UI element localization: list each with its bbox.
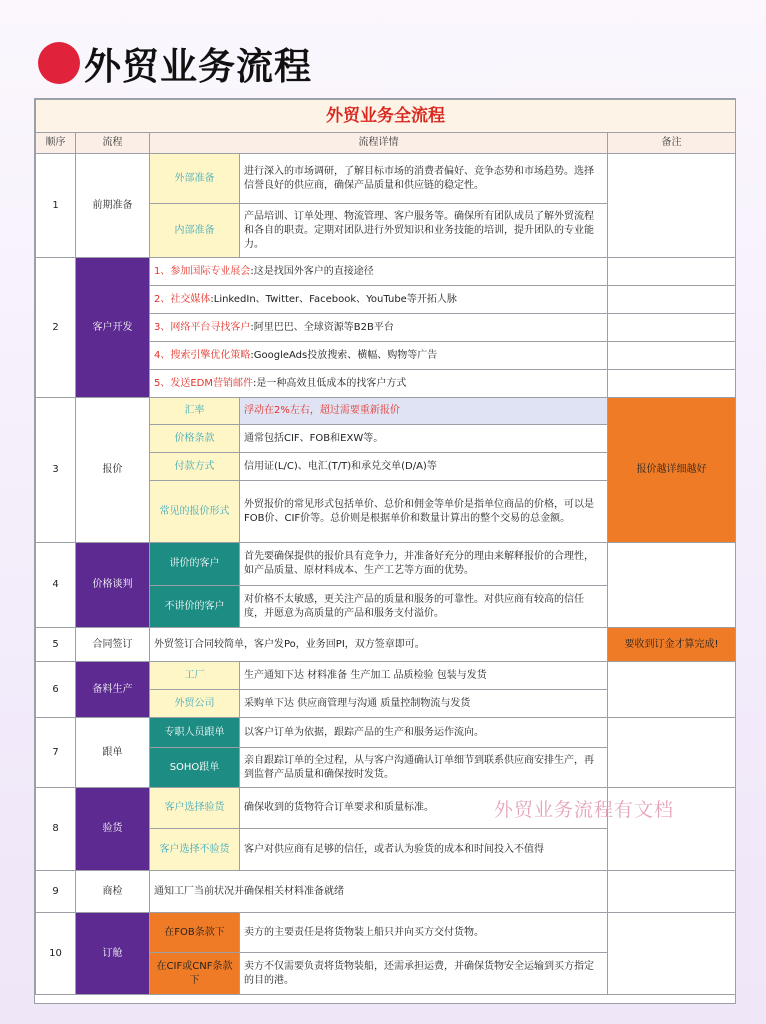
- note-cell: [608, 314, 736, 342]
- sub-step-label: 外部准备: [150, 154, 240, 204]
- table-row: [36, 398, 736, 425]
- table-row: [36, 543, 736, 586]
- note-cell: [608, 370, 736, 398]
- page-title: 外贸业务流程: [84, 45, 312, 88]
- channel-item: [150, 370, 608, 398]
- step-detail: 确保收到的货物符合订单要求和质量标准。: [240, 788, 608, 829]
- channel-label: 5、发送EDM营销邮件: [154, 377, 254, 389]
- step-detail: 通常包括CIF、FOB和EXW等。: [240, 425, 608, 453]
- step-detail: 产品培训、订单处理、物流管理、客户服务等。确保所有团队成员了解外贸流程和各自的职责。定期对团队进行外贸知识和业务技能的培训，提升团队的专业能力。: [240, 204, 608, 258]
- flow-stage: 合同签订: [76, 628, 150, 662]
- step-detail: 外贸签订合同较简单，客户发Po，业务回PI，双方签章即可。: [150, 628, 608, 662]
- header-seq: 顺序: [36, 133, 76, 154]
- step-detail: 通知工厂当前状况并确保相关材料准备就绪: [150, 871, 608, 913]
- sub-step-label: 在FOB条款下: [150, 913, 240, 953]
- sub-step-label: 汇率: [150, 398, 240, 425]
- note-cell: 要收到订金才算完成!: [608, 628, 736, 662]
- note-cell: [608, 718, 736, 788]
- channel-label: 3、网络平台寻找客户: [154, 321, 251, 333]
- channel-text: :LinkedIn、Twitter、Facebook、YouTube等开拓人脉: [210, 293, 457, 305]
- note-cell: [608, 871, 736, 913]
- row-number: 10: [36, 913, 76, 995]
- header-flow: 流程: [76, 133, 150, 154]
- header-detail: 流程详情: [150, 133, 608, 154]
- note-cell: [608, 342, 736, 370]
- step-detail: 生产通知下达 材料准备 生产加工 品质检验 包装与发货: [240, 662, 608, 690]
- sub-step-label: 在CIF或CNF条款下: [150, 953, 240, 995]
- row-number: 1: [36, 154, 76, 258]
- step-detail: 进行深入的市场调研，了解目标市场的消费者偏好、竞争态势和市场趋势。选择信誉良好的供应商，确保产品质量和供应链的稳定性。: [240, 154, 608, 204]
- note-cell: 报价越详细越好: [608, 398, 736, 543]
- table-row: [36, 154, 736, 204]
- table-title: 外贸业务全流程: [36, 100, 736, 133]
- sub-step-label: 讲价的客户: [150, 543, 240, 586]
- header-note: 备注: [608, 133, 736, 154]
- sub-step-label: 价格条款: [150, 425, 240, 453]
- row-number: 3: [36, 398, 76, 543]
- step-detail: 信用证(L/C)、电汇(T/T)和承兑交单(D/A)等: [240, 453, 608, 481]
- channel-item: [150, 342, 608, 370]
- sub-step-label: 客户选择不验货: [150, 829, 240, 871]
- flow-stage: 价格谈判: [76, 543, 150, 628]
- channel-text: :这是找国外客户的直接途径: [250, 265, 374, 277]
- channel-item: [150, 258, 608, 286]
- channel-text: :GoogleAds投放搜索、横幅、购物等广告: [250, 349, 438, 361]
- step-detail: 外贸报价的常见形式包括单价、总价和佣金等单价是指单位商品的价格，可以是FOB价、CIF价等。总价则是根据单价和数量计算出的整个交易的总金额。: [240, 481, 608, 543]
- step-detail: 卖方的主要责任是将货物装上船只并向买方交付货物。: [240, 913, 608, 953]
- sub-step-label: 不讲价的客户: [150, 586, 240, 628]
- flow-stage: 跟单: [76, 718, 150, 788]
- flow-stage: 前期准备: [76, 154, 150, 258]
- row-number: 2: [36, 258, 76, 398]
- sub-step-label: 工厂: [150, 662, 240, 690]
- channel-item: [150, 314, 608, 342]
- note-cell: [608, 154, 736, 258]
- table-row: [36, 913, 736, 953]
- sub-step-label: 客户选择验货: [150, 788, 240, 829]
- table-row: [36, 718, 736, 748]
- page-header: [38, 36, 312, 90]
- step-detail: 首先要确保提供的报价具有竞争力，并准备好充分的理由来解释报价的合理性，如产品质量、原材料成本、生产工艺等方面的优势。: [240, 543, 608, 586]
- channel-label: 2、社交媒体: [154, 293, 211, 305]
- step-detail: 采购单下达 供应商管理与沟通 质量控制物流与发货: [240, 690, 608, 718]
- flow-stage: 商检: [76, 871, 150, 913]
- table-row: [36, 628, 736, 662]
- row-number: 7: [36, 718, 76, 788]
- step-detail: 卖方不仅需要负责将货物装船，还需承担运费，并确保货物安全运输到买方指定的目的港。: [240, 953, 608, 995]
- table-row: [36, 258, 736, 286]
- row-number: 5: [36, 628, 76, 662]
- table-row: [36, 662, 736, 690]
- process-table-sheet: [34, 98, 736, 1004]
- flow-stage: 订舱: [76, 913, 150, 995]
- channel-text: :阿里巴巴、全球资源等B2B平台: [250, 321, 394, 333]
- sub-step-label: 外贸公司: [150, 690, 240, 718]
- row-number: 6: [36, 662, 76, 718]
- note-cell: [608, 662, 736, 718]
- step-detail: 以客户订单为依据，跟踪产品的生产和服务运作流向。: [240, 718, 608, 748]
- step-detail: 浮动在2%左右，超过需要重新报价: [240, 398, 608, 425]
- step-detail: 客户对供应商有足够的信任，或者认为验货的成本和时间投入不值得: [240, 829, 608, 871]
- sub-step-label: SOHO跟单: [150, 748, 240, 788]
- table-row: [36, 871, 736, 913]
- watermark-text: 外贸业务流程有文档: [494, 799, 675, 821]
- row-number: 4: [36, 543, 76, 628]
- flow-stage: 验货: [76, 788, 150, 871]
- row-number: 9: [36, 871, 76, 913]
- process-table: [35, 99, 736, 995]
- channel-text: :是一种高效且低成本的找客户方式: [253, 377, 407, 389]
- table-header-row: [36, 133, 736, 154]
- channel-item: [150, 286, 608, 314]
- note-cell: [608, 913, 736, 995]
- sub-step-label: 常见的报价形式: [150, 481, 240, 543]
- channel-label: 1、参加国际专业展会: [154, 265, 251, 277]
- flow-stage: 客户开发: [76, 258, 150, 398]
- step-detail: 对价格不太敏感，更关注产品的质量和服务的可靠性。对供应商有较高的信任度，并愿意为高质量的产品和服务支付溢价。: [240, 586, 608, 628]
- note-cell: [608, 258, 736, 286]
- red-dot-icon: [38, 42, 80, 84]
- flow-stage: 备料生产: [76, 662, 150, 718]
- flow-stage: 报价: [76, 398, 150, 543]
- sub-step-label: 付款方式: [150, 453, 240, 481]
- note-cell: [608, 286, 736, 314]
- row-number: 8: [36, 788, 76, 871]
- channel-label: 4、搜索引擎优化策略: [154, 349, 251, 361]
- sub-step-label: 专职人员跟单: [150, 718, 240, 748]
- step-detail: 亲自跟踪订单的全过程，从与客户沟通确认订单细节到联系供应商安排生产，再到监督产品质量和确保按时发货。: [240, 748, 608, 788]
- sub-step-label: 内部准备: [150, 204, 240, 258]
- note-cell: [608, 543, 736, 628]
